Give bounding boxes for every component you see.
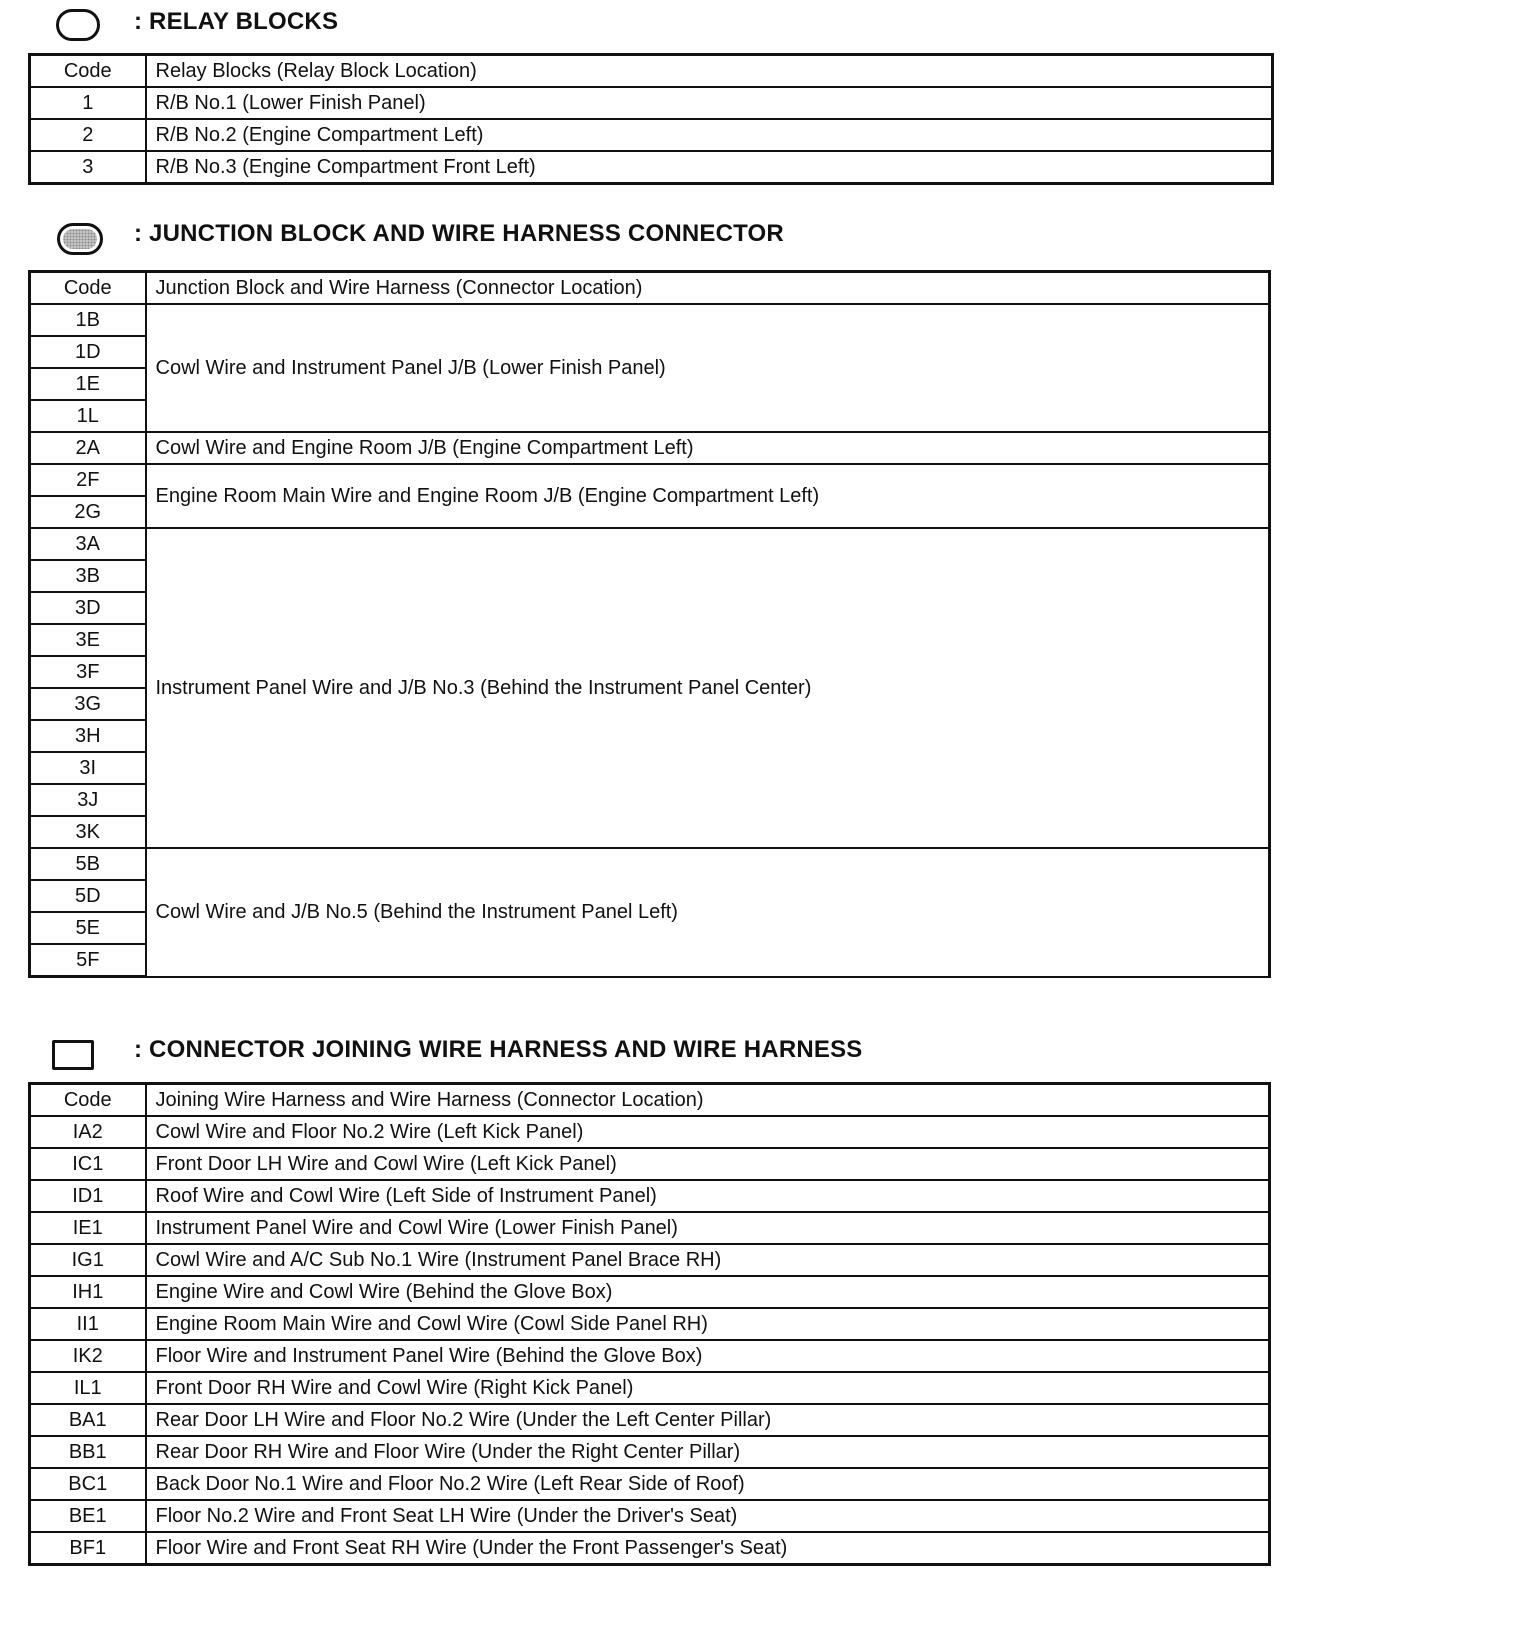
location-cell: Front Door RH Wire and Cowl Wire (Right Kick Panel) [146, 1372, 1270, 1404]
location-cell: Roof Wire and Cowl Wire (Left Side of Instrument Panel) [146, 1180, 1270, 1212]
location-cell: Instrument Panel Wire and Cowl Wire (Lower Finish Panel) [146, 1212, 1270, 1244]
location-cell: Cowl Wire and A/C Sub No.1 Wire (Instrument Panel Brace RH) [146, 1244, 1270, 1276]
code-cell: 5E [30, 912, 146, 944]
code-cell: 3A [30, 528, 146, 560]
code-cell: IA2 [30, 1116, 146, 1148]
table-header-row [30, 272, 1270, 305]
location-cell: Rear Door RH Wire and Floor Wire (Under the Right Center Pillar) [146, 1436, 1270, 1468]
code-cell: 3 [30, 151, 146, 184]
location-column-header: Junction Block and Wire Harness (Connector Location) [146, 272, 1270, 305]
table-row [30, 1404, 1270, 1436]
table-row [30, 304, 1270, 336]
code-cell: BF1 [30, 1532, 146, 1565]
code-cell: 3H [30, 720, 146, 752]
code-cell: 1D [30, 336, 146, 368]
code-cell: 3J [30, 784, 146, 816]
code-cell: 1E [30, 368, 146, 400]
code-cell: BE1 [30, 1500, 146, 1532]
table-row [30, 1436, 1270, 1468]
table-row [30, 1532, 1270, 1565]
table-header-row [30, 1084, 1270, 1117]
location-cell: Engine Room Main Wire and Cowl Wire (Cowl Side Panel RH) [146, 1308, 1270, 1340]
location-cell: R/B No.1 (Lower Finish Panel) [146, 87, 1273, 119]
code-column-header: Code [30, 272, 146, 305]
code-cell: IE1 [30, 1212, 146, 1244]
code-cell: 2 [30, 119, 146, 151]
location-cell: Cowl Wire and Engine Room J/B (Engine Compartment Left) [146, 432, 1270, 464]
relay-blocks-table [28, 53, 1274, 185]
location-cell: Floor Wire and Instrument Panel Wire (Behind the Glove Box) [146, 1340, 1270, 1372]
location-column-header: Joining Wire Harness and Wire Harness (Connector Location) [146, 1084, 1270, 1117]
location-cell: Cowl Wire and J/B No.5 (Behind the Instrument Panel Left) [146, 848, 1270, 977]
connector-title: : CONNECTOR JOINING WIRE HARNESS AND WIRE HARNESS [134, 1036, 863, 1063]
code-cell: 2G [30, 496, 146, 528]
code-cell: 1 [30, 87, 146, 119]
location-cell: Floor No.2 Wire and Front Seat LH Wire (Under the Driver's Seat) [146, 1500, 1270, 1532]
junction-block-table [28, 270, 1271, 978]
location-cell: Cowl Wire and Instrument Panel J/B (Lower Finish Panel) [146, 304, 1270, 432]
connector-table [28, 1082, 1271, 1566]
location-cell: R/B No.2 (Engine Compartment Left) [146, 119, 1273, 151]
code-cell: IH1 [30, 1276, 146, 1308]
code-cell: 3D [30, 592, 146, 624]
location-cell: Engine Room Main Wire and Engine Room J/B (Engine Compartment Left) [146, 464, 1270, 528]
relay-block-rounded-icon [56, 9, 100, 41]
code-cell: BA1 [30, 1404, 146, 1436]
table-row [30, 1276, 1270, 1308]
code-cell: 3K [30, 816, 146, 848]
location-cell: Instrument Panel Wire and J/B No.3 (Behind the Instrument Panel Center) [146, 528, 1270, 848]
table-row [30, 528, 1270, 560]
table-row [30, 1148, 1270, 1180]
relay-blocks-title: : RELAY BLOCKS [134, 8, 339, 35]
code-cell: 3E [30, 624, 146, 656]
code-cell: IK2 [30, 1340, 146, 1372]
location-cell: Back Door No.1 Wire and Floor No.2 Wire (Left Rear Side of Roof) [146, 1468, 1270, 1500]
code-cell: 3F [30, 656, 146, 688]
table-row [30, 1244, 1270, 1276]
code-cell: IG1 [30, 1244, 146, 1276]
code-cell: 3G [30, 688, 146, 720]
table-row [30, 1468, 1270, 1500]
table-row [30, 1340, 1270, 1372]
code-column-header: Code [30, 1084, 146, 1117]
code-cell: 3B [30, 560, 146, 592]
code-cell: BC1 [30, 1468, 146, 1500]
code-cell: 5F [30, 944, 146, 977]
code-cell: BB1 [30, 1436, 146, 1468]
code-cell: 5B [30, 848, 146, 880]
location-cell: Cowl Wire and Floor No.2 Wire (Left Kick Panel) [146, 1116, 1270, 1148]
location-cell: Floor Wire and Front Seat RH Wire (Under the Front Passenger's Seat) [146, 1532, 1270, 1565]
code-cell: 2F [30, 464, 146, 496]
table-row [30, 1308, 1270, 1340]
code-cell: 2A [30, 432, 146, 464]
table-row [30, 119, 1273, 151]
junction-block-title: : JUNCTION BLOCK AND WIRE HARNESS CONNECTOR [134, 220, 784, 247]
location-cell: R/B No.3 (Engine Compartment Front Left) [146, 151, 1273, 184]
code-cell: 1B [30, 304, 146, 336]
location-column-header: Relay Blocks (Relay Block Location) [146, 55, 1273, 88]
table-row [30, 848, 1270, 880]
location-cell: Engine Wire and Cowl Wire (Behind the Glove Box) [146, 1276, 1270, 1308]
location-cell: Rear Door LH Wire and Floor No.2 Wire (Under the Left Center Pillar) [146, 1404, 1270, 1436]
code-cell: ID1 [30, 1180, 146, 1212]
table-header-row [30, 55, 1273, 88]
table-row [30, 87, 1273, 119]
table-row [30, 1116, 1270, 1148]
table-row [30, 464, 1270, 496]
table-row [30, 1500, 1270, 1532]
code-cell: II1 [30, 1308, 146, 1340]
code-cell: IC1 [30, 1148, 146, 1180]
table-row [30, 1212, 1270, 1244]
junction-block-shaded-icon [57, 223, 103, 255]
table-row [30, 1372, 1270, 1404]
connector-square-icon [52, 1040, 94, 1070]
code-cell: IL1 [30, 1372, 146, 1404]
table-row [30, 151, 1273, 184]
location-cell: Front Door LH Wire and Cowl Wire (Left Kick Panel) [146, 1148, 1270, 1180]
code-cell: 5D [30, 880, 146, 912]
table-row [30, 432, 1270, 464]
table-row [30, 1180, 1270, 1212]
code-cell: 3I [30, 752, 146, 784]
code-column-header: Code [30, 55, 146, 88]
code-cell: 1L [30, 400, 146, 432]
